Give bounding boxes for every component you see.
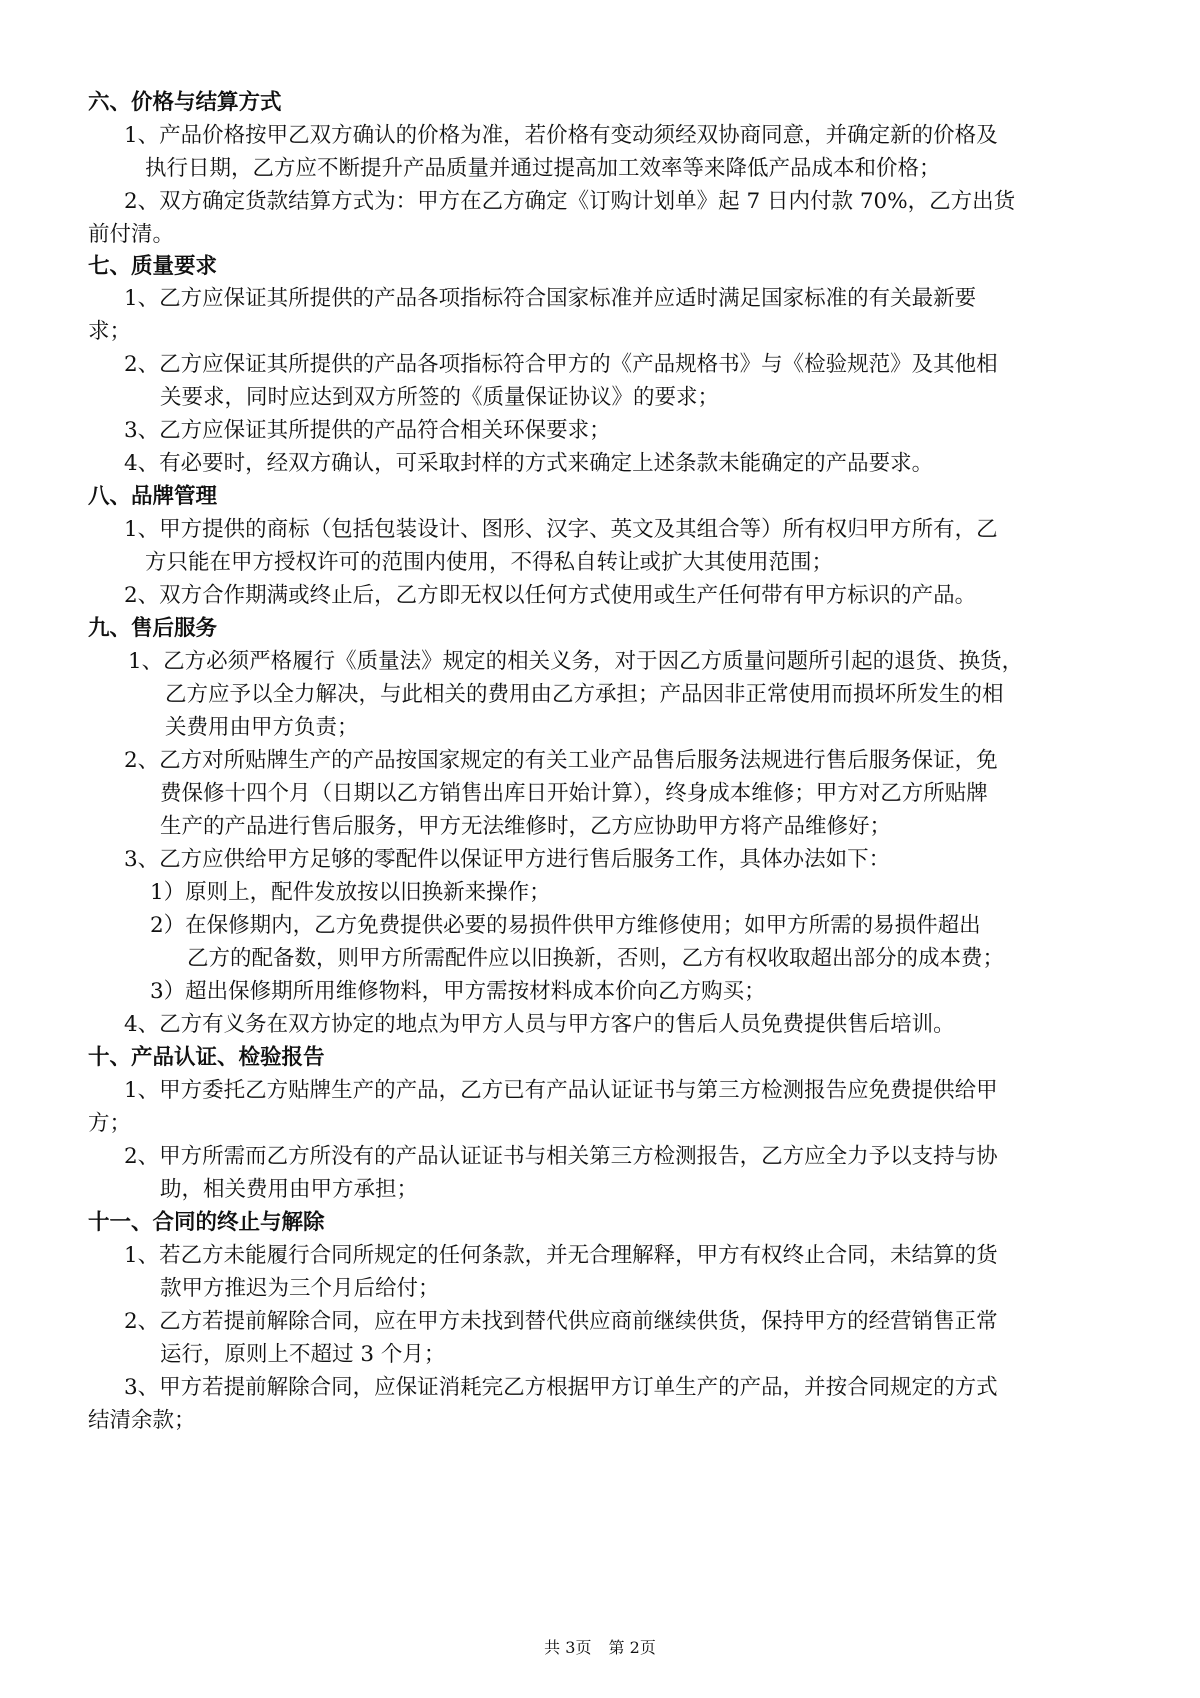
clause-line: 关费用由甲方负责；	[165, 715, 359, 740]
clause-line: 助，相关费用由甲方承担；	[160, 1177, 419, 1202]
section-heading-termination: 十一、合同的终止与解除	[88, 1210, 325, 1235]
section-heading-certification: 十、产品认证、检验报告	[88, 1045, 325, 1070]
clause-line: 3、乙方应保证其所提供的产品符合相关环保要求；	[124, 418, 611, 443]
clause-line: 关要求，同时应达到双方所签的《质量保证协议》的要求；	[160, 385, 720, 410]
clause-line: 生产的产品进行售后服务，甲方无法维修时，乙方应协助甲方将产品维修好；	[160, 814, 892, 839]
clause-line: 2、乙方应保证其所提供的产品各项指标符合甲方的《产品规格书》与《检验规范》及其他相	[124, 352, 998, 377]
clause-line: 1、乙方应保证其所提供的产品各项指标符合国家标准并应适时满足国家标准的有关最新要	[124, 286, 977, 311]
section-heading-after-sales: 九、售后服务	[88, 616, 218, 641]
clause-line: 方只能在甲方授权许可的范围内使用，不得私自转让或扩大其使用范围；	[145, 550, 834, 575]
clause-line: 款甲方推迟为三个月后给付；	[160, 1276, 440, 1301]
section-heading-brand: 八、品牌管理	[88, 484, 218, 509]
clause-line: 乙方应予以全力解决，与此相关的费用由乙方承担；产品因非正常使用而损坏所发生的相	[165, 682, 1004, 707]
clause-line: 2）在保修期内，乙方免费提供必要的易损件供甲方维修使用；如甲方所需的易损件超出	[150, 913, 981, 938]
clause-line: 运行，原则上不超过 3 个月；	[160, 1342, 446, 1367]
clause-line: 2、乙方对所贴牌生产的产品按国家规定的有关工业产品售后服务法规进行售后服务保证，免	[124, 748, 998, 773]
clause-line: 1、产品价格按甲乙双方确认的价格为准，若价格有变动须经双协商同意，并确定新的价格及	[124, 123, 998, 148]
clause-line: 2、双方合作期满或终止后，乙方即无权以任何方式使用或生产任何带有甲方标识的产品。	[124, 583, 977, 608]
clause-line: 2、甲方所需而乙方所没有的产品认证证书与相关第三方检测报告，乙方应全力予以支持与协	[124, 1144, 998, 1169]
clause-line: 1、若乙方未能履行合同所规定的任何条款，并无合理解释，甲方有权终止合同，未结算的货	[124, 1243, 998, 1268]
clause-line: 1、甲方提供的商标（包括包装设计、图形、汉字、英文及其组合等）所有权归甲方所有，乙	[124, 517, 998, 542]
clause-line: 方；	[88, 1111, 132, 1136]
clause-line: 3、甲方若提前解除合同，应保证消耗完乙方根据甲方订单生产的产品，并按合同规定的方式	[124, 1375, 998, 1400]
clause-line: 执行日期，乙方应不断提升产品质量并通过提高加工效率等来降低产品成本和价格；	[145, 156, 941, 181]
clause-line: 1、甲方委托乙方贴牌生产的产品，乙方已有产品认证证书与第三方检测报告应免费提供给甲	[124, 1078, 998, 1103]
clause-line: 费保修十四个月（日期以乙方销售出库日开始计算），终身成本维修；甲方对乙方所贴牌	[160, 781, 988, 806]
clause-line: 2、乙方若提前解除合同，应在甲方未找到替代供应商前继续供货，保持甲方的经营销售正常	[124, 1309, 998, 1334]
clause-line: 3、乙方应供给甲方足够的零配件以保证甲方进行售后服务工作，具体办法如下：	[124, 847, 891, 872]
total-pages: 共 3页	[544, 1638, 592, 1657]
clause-line: 4、乙方有义务在双方协定的地点为甲方人员与甲方客户的售后人员免费提供售后培训。	[124, 1012, 955, 1037]
clause-line: 3）超出保修期所用维修物料，甲方需按材料成本价向乙方购买；	[150, 979, 766, 1004]
clause-line: 2、双方确定货款结算方式为：甲方在乙方确定《订购计划单》起 7 日内付款 70%，乙方出货	[124, 189, 1016, 214]
clause-line: 求；	[88, 319, 132, 344]
page-footer	[0, 1636, 1200, 1660]
clause-line: 4、有必要时，经双方确认，可采取封样的方式来确定上述条款未能确定的产品要求。	[124, 451, 934, 476]
section-heading-quality: 七、质量要求	[88, 254, 218, 279]
clause-line: 前付清。	[88, 222, 175, 247]
clause-line: 结清余款；	[88, 1408, 196, 1433]
clause-line: 乙方的配备数，则甲方所需配件应以旧换新，否则，乙方有权收取超出部分的成本费；	[187, 946, 1005, 971]
section-heading-pricing: 六、价格与结算方式	[88, 90, 282, 115]
clause-line: 1、乙方必须严格履行《质量法》规定的相关义务，对于因乙方质量问题所引起的退货、换货，	[128, 649, 1024, 674]
clause-line: 1）原则上，配件发放按以旧换新来操作；	[150, 880, 551, 905]
current-page: 第 2页	[608, 1638, 656, 1657]
